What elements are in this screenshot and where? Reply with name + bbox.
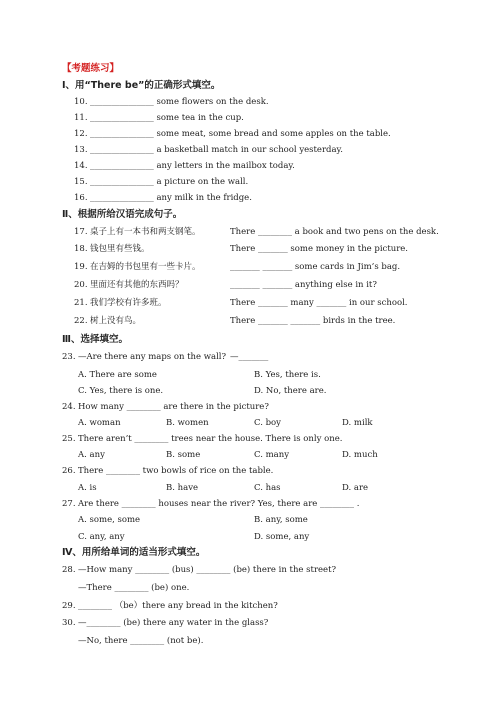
option-d: D. are (342, 483, 369, 493)
option-b: B. any, some (254, 515, 308, 525)
item-number: 14. (74, 161, 88, 171)
question-reply: —_______ (230, 352, 269, 362)
question-line: ________ （be）there any bread in the kitchen? (78, 601, 278, 611)
question-number: 24. (62, 402, 76, 412)
option-b: B. women (166, 418, 209, 428)
item-sentence: _______________ some tea in the cup. (90, 113, 244, 123)
item-sentence: _______________ any milk in the fridge. (90, 193, 252, 203)
question-number: 29. (62, 601, 76, 611)
option-b: B. have (166, 483, 199, 493)
item-number: 10. (74, 97, 88, 107)
option-c: C. many (254, 450, 290, 460)
question-number: 23. (62, 352, 76, 362)
item-chinese: 我们学校有许多班。 (90, 298, 167, 308)
option-a: A. any (78, 450, 105, 460)
question-text: There ________ two bowls of rice on the table. (78, 466, 274, 476)
option-c: C. Yes, there is one. (78, 386, 164, 396)
question-number: 27. (62, 499, 76, 509)
question-line: —________ (be) there any water in the glass? (78, 618, 269, 628)
question-line: —How many ________ (bus) ________ (be) there in the street? (78, 565, 337, 575)
item-english: _______ _______ some cards in Jim’s bag. (230, 262, 401, 272)
item-number: 22. (74, 316, 88, 326)
worksheet-title: 【考题练习】 (62, 63, 120, 74)
item-english: There _______ _______ birds in the tree. (230, 316, 396, 326)
question-text: Are there ________ houses near the river? Yes, there are ________ . (78, 499, 360, 509)
item-chinese: 里面还有其他的东西吗？ (90, 280, 184, 290)
item-number: 15. (74, 177, 88, 187)
question-number: 30. (62, 618, 76, 628)
question-text: How many ________ are there in the picture? (78, 402, 269, 412)
question-number: 28. (62, 565, 76, 575)
item-number: 11. (74, 113, 88, 123)
item-english: There ________ a book and two pens on the desk. (230, 227, 439, 237)
item-number: 20. (74, 280, 88, 290)
item-number: 18. (74, 244, 88, 254)
option-d: D. No, there are. (254, 386, 327, 396)
item-number: 17. (74, 227, 88, 237)
item-sentence: _______________ a picture on the wall. (90, 177, 249, 187)
option-b: B. some (166, 450, 201, 460)
option-a: A. some, some (78, 515, 141, 525)
item-chinese: 钱包里有些钱。 (90, 244, 150, 254)
item-number: 12. (74, 129, 88, 139)
section1-heading: Ⅰ、用“There be”的正确形式填空。 (62, 80, 221, 91)
item-number: 16. (74, 193, 88, 203)
item-chinese: 在吉姆的书包里有一些卡片。 (90, 262, 201, 272)
item-english: There _______ some money in the picture. (230, 244, 409, 254)
option-a: A. woman (78, 418, 121, 428)
section3-heading: Ⅲ、选择填空。 (62, 334, 128, 345)
question-text: —Are there any maps on the wall? (78, 352, 227, 362)
option-c: C. has (254, 483, 281, 493)
item-sentence: _______________ any letters in the mailbox today. (90, 161, 295, 171)
option-a: A. is (78, 483, 97, 493)
option-d: D. milk (342, 418, 373, 428)
option-c: C. boy (254, 418, 281, 428)
question-text: There aren’t ________ trees near the house. There is only one. (78, 434, 343, 444)
section4-heading: Ⅳ、用所给单词的适当形式填空。 (62, 547, 206, 558)
item-number: 13. (74, 145, 88, 155)
question-number: 26. (62, 466, 76, 476)
question-line: —No, there ________ (not be). (78, 636, 204, 646)
item-sentence: _______________ a basketball match in our school yesterday. (90, 145, 343, 155)
question-number: 25. (62, 434, 76, 444)
section2-heading: Ⅱ、根据所给汉语完成句子。 (62, 209, 183, 220)
item-english: _______ _______ anything else in it? (230, 280, 377, 290)
option-c: C. any, any (78, 532, 125, 542)
item-sentence: _______________ some meat, some bread and some apples on the table. (90, 129, 391, 139)
item-sentence: _______________ some flowers on the desk. (90, 97, 269, 107)
option-d: D. some, any (254, 532, 310, 542)
item-chinese: 桌子上有一本书和两支钢笔。 (90, 227, 201, 237)
item-number: 21. (74, 298, 88, 308)
item-chinese: 树上没有鸟。 (90, 316, 142, 326)
option-d: D. much (342, 450, 378, 460)
option-b: B. Yes, there is. (254, 370, 321, 380)
option-a: A. There are some (78, 370, 157, 380)
question-line: —There ________ (be) one. (78, 583, 190, 593)
item-english: There _______ many _______ in our school. (230, 298, 408, 308)
item-number: 19. (74, 262, 88, 272)
